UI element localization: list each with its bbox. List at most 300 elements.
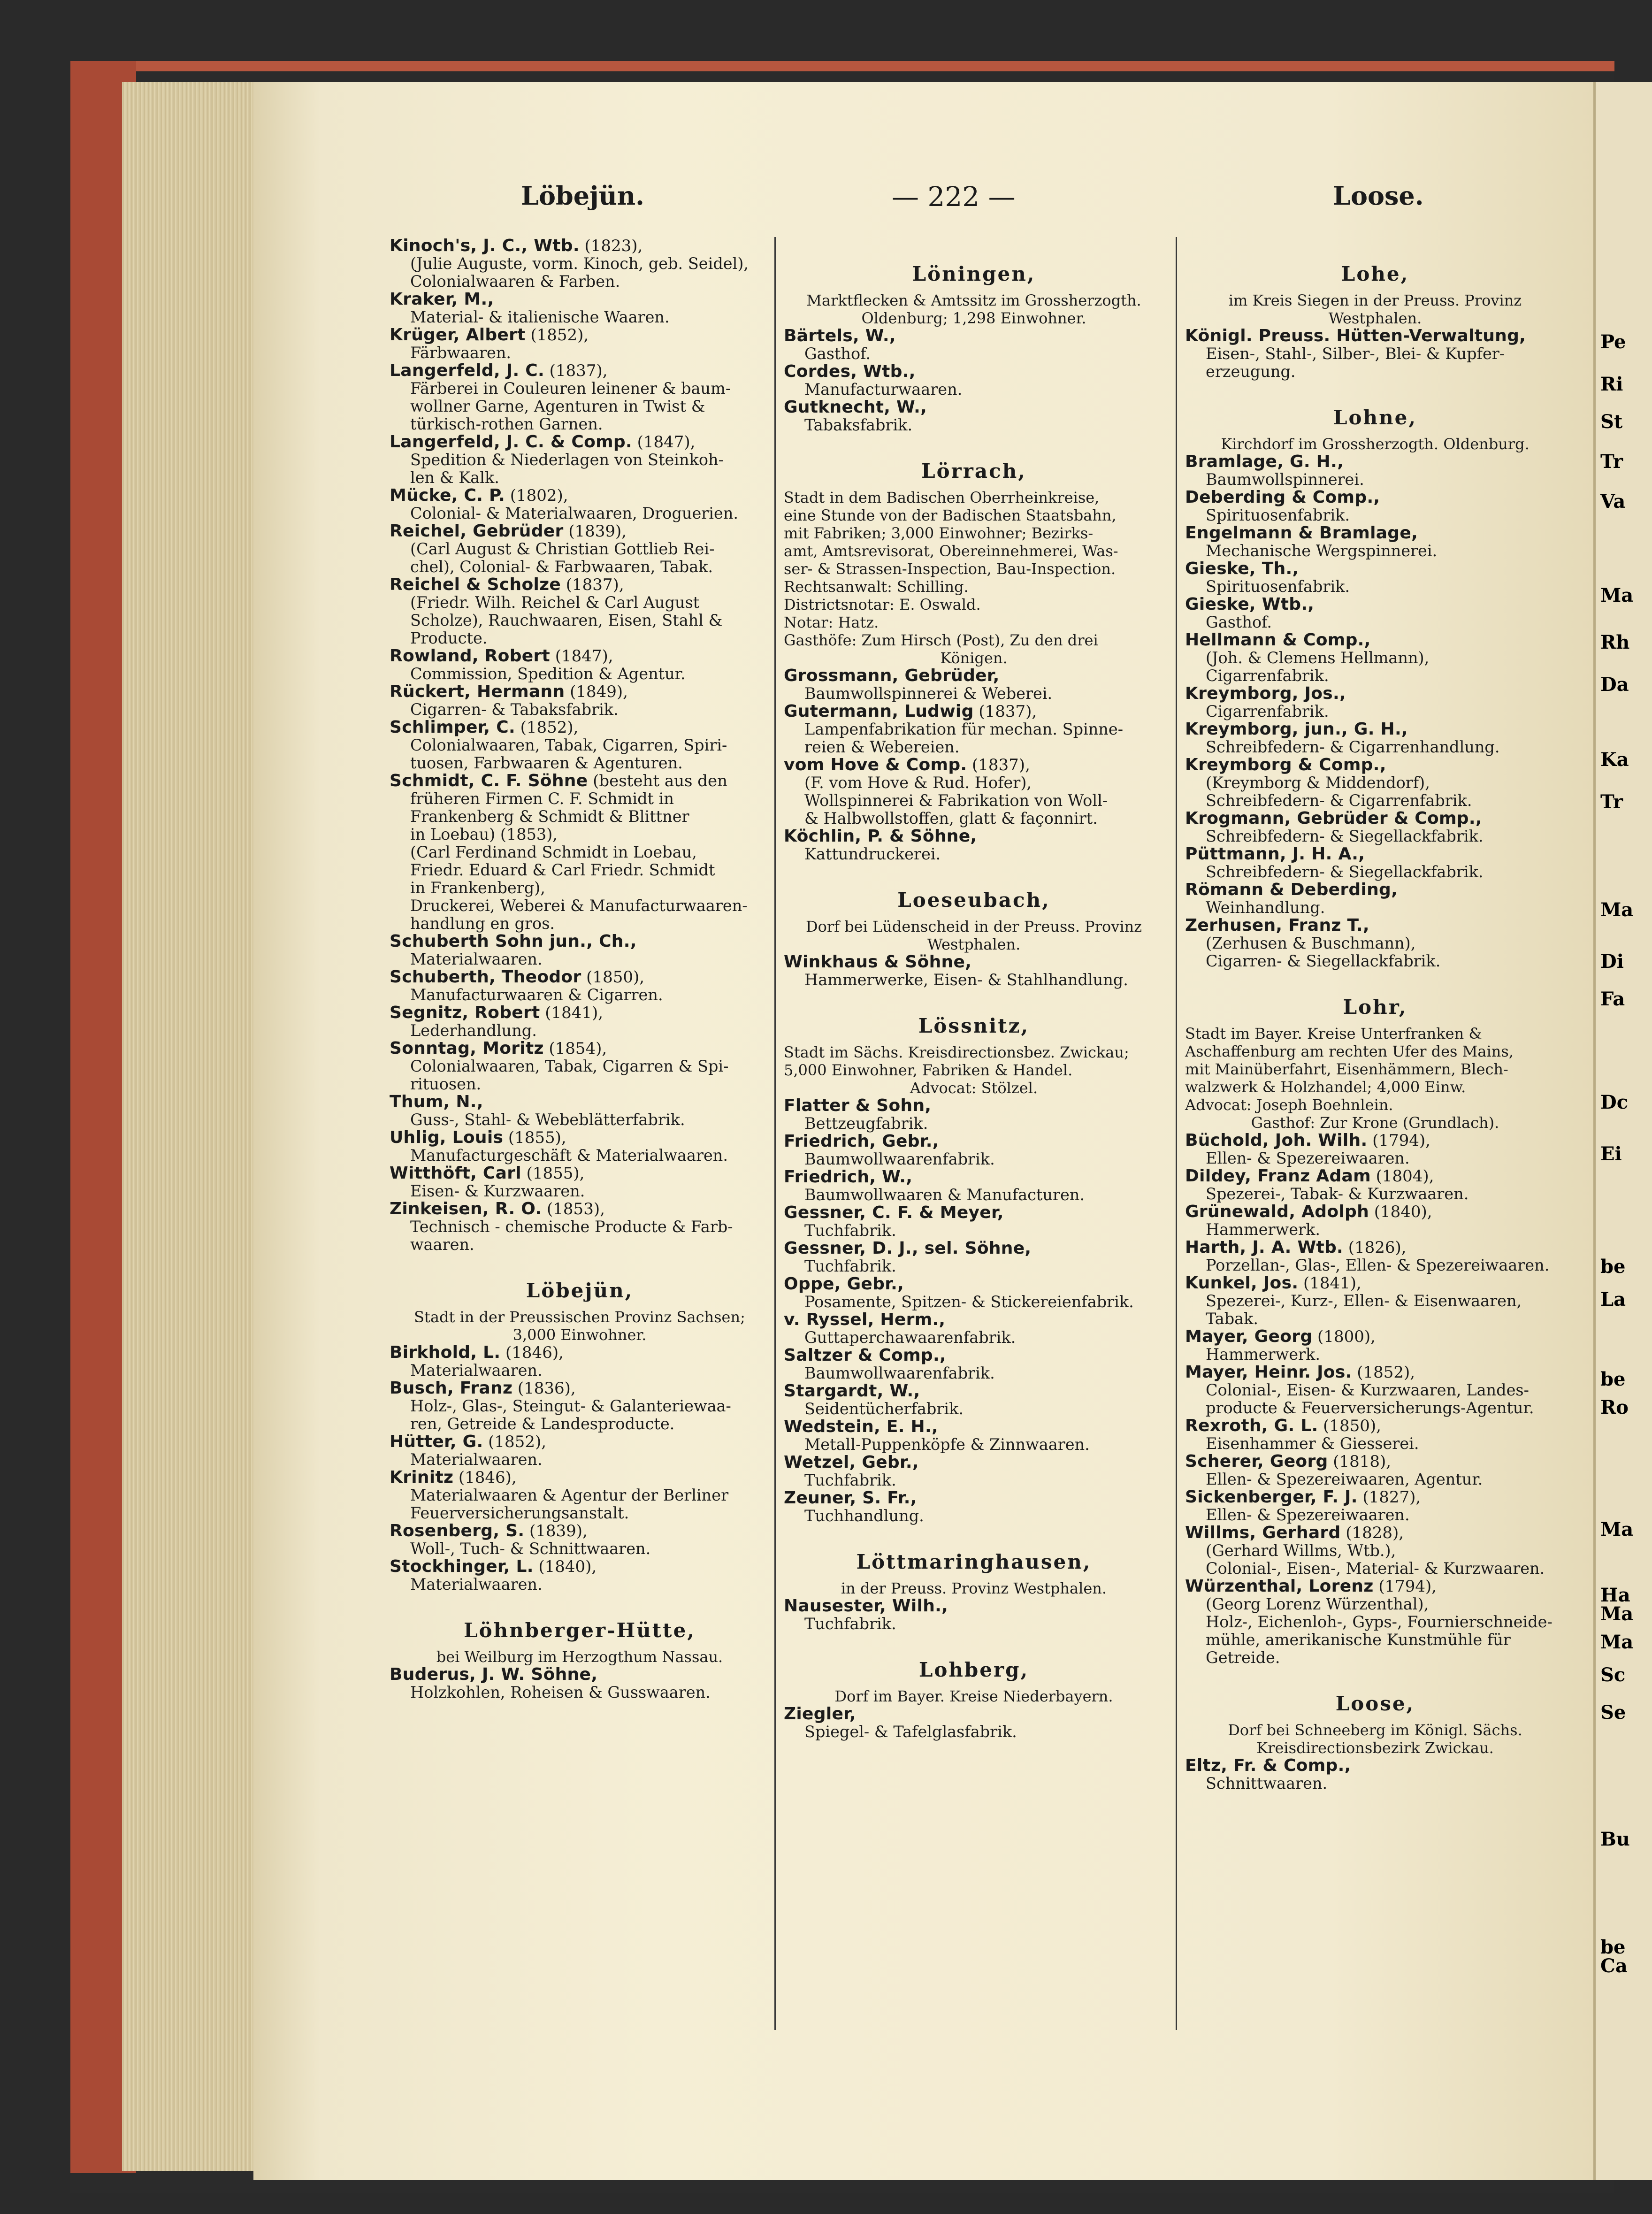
next-page-fragment: be [1600, 1936, 1626, 1958]
directory-entry [784, 1454, 1164, 1489]
firm-name: Stargardt, W., [784, 1381, 920, 1401]
entry-description: Lederhandlung. [410, 1021, 537, 1040]
directory-entry [1185, 453, 1565, 489]
entry-description: türkisch-rothen Garnen. [410, 415, 603, 433]
entry-description: Ellen- & Spezereiwaaren. [1206, 1149, 1410, 1167]
directory-entry [390, 683, 770, 719]
entry-headline [390, 719, 770, 736]
firm-name: Langerfeld, J. C. & Comp. [390, 432, 632, 452]
place-description [784, 1579, 1164, 1597]
directory-entry [390, 772, 770, 933]
firm-name: Sonntag, Moritz [390, 1039, 544, 1058]
firm-year: (1837), [549, 361, 608, 380]
firm-year: (1854), [549, 1039, 607, 1058]
firm-name: Rückert, Hermann [390, 682, 565, 701]
entry-description: Colonial-, Eisen-, Material- & Kurzwaaren. [1206, 1559, 1545, 1578]
entry-headline [390, 326, 770, 344]
directory-entry [784, 1382, 1164, 1418]
entry-description: Colonialwaaren, Tabak, Cigarren & Spi- [410, 1057, 729, 1075]
entry-description: Tabak. [1206, 1310, 1259, 1328]
entry-description: Commission, Spedition & Agentur. [410, 665, 686, 683]
entry-description: Baumwollwaarenfabrik. [804, 1150, 995, 1168]
directory-entry [1185, 1417, 1565, 1453]
place-description [390, 1648, 770, 1666]
firm-name: Schuberth Sohn jun., Ch., [390, 932, 637, 951]
firm-name: Willms, Gerhard [1185, 1523, 1341, 1542]
firm-year: (1850), [586, 968, 645, 987]
firm-name: Langerfeld, J. C. [390, 361, 544, 380]
entry-description: Eisen- & Kurzwaaren. [410, 1182, 585, 1200]
directory-entry [390, 576, 770, 647]
next-page-fragment: Tr [1600, 451, 1623, 473]
entry-headline [1185, 631, 1565, 649]
firm-year: (1855), [526, 1164, 585, 1183]
directory-entry [1185, 631, 1565, 685]
place-description-line: Dorf im Bayer. Kreise Niederbayern. [834, 1687, 1113, 1705]
entry-headline [784, 953, 1164, 971]
firm-name: vom Hove & Comp. [784, 755, 967, 774]
firm-year: (1828), [1346, 1524, 1404, 1542]
firm-year: (1855), [508, 1128, 566, 1147]
entry-headline [1185, 489, 1565, 506]
entry-headline [390, 1004, 770, 1022]
entry-headline [784, 398, 1164, 416]
entry-description: Färberei in Couleuren leinener & baum- [410, 379, 731, 398]
entry-headline [390, 576, 770, 594]
next-page-fragment: Dc [1600, 1091, 1629, 1113]
place-heading: Löbejün, [526, 1279, 634, 1302]
entry-description: Baumwollspinnerei & Weberei. [804, 684, 1053, 703]
firm-name: Gutermann, Ludwig [784, 702, 974, 721]
column-rule [774, 237, 776, 2030]
entry-headline [784, 1454, 1164, 1471]
entry-description: in Frankenberg), [410, 879, 545, 897]
entry-headline [784, 1275, 1164, 1293]
next-page-fragment: Ha [1600, 1584, 1630, 1606]
entry-headline [784, 827, 1164, 845]
directory-entry [1185, 1239, 1565, 1274]
firm-name: Reichel & Scholze [390, 575, 561, 594]
firm-year: (1837), [566, 575, 624, 594]
directory-entry [390, 433, 770, 487]
directory-entry [390, 326, 770, 362]
directory-entry [784, 363, 1164, 398]
firm-name: Deberding & Comp., [1185, 488, 1380, 507]
entry-description: Seidentücherfabrik. [804, 1400, 964, 1418]
entry-description: Wollspinnerei & Fabrikation von Woll- [804, 791, 1108, 810]
entry-description: Schreibfedern- & Cigarrenfabrik. [1206, 791, 1472, 810]
entry-headline [784, 327, 1164, 345]
directory-entry [1185, 560, 1565, 596]
entry-description: tuosen, Farbwaaren & Agenturen. [410, 754, 683, 772]
firm-name: Gieske, Wtb., [1185, 595, 1315, 614]
entry-description: Schreibfedern- & Cigarrenhandlung. [1206, 738, 1500, 756]
entry-description: Materialwaaren. [410, 1575, 543, 1593]
firm-name: Kreymborg & Comp., [1185, 755, 1386, 774]
entry-description: (Carl August & Christian Gottlieb Rei- [410, 540, 715, 558]
entry-headline [1185, 560, 1565, 578]
entry-description: Baumwollwaaren & Manufacturen. [804, 1186, 1085, 1204]
entry-description: Tuchfabrik. [804, 1471, 896, 1489]
entry-headline [390, 1344, 770, 1362]
entry-description: Hammerwerk. [1206, 1220, 1321, 1239]
entry-description: Spezerei-, Kurz-, Ellen- & Eisenwaaren, [1206, 1292, 1522, 1310]
directory-entry [784, 1489, 1164, 1525]
entry-description: wollner Garne, Agenturen in Twist & [410, 397, 705, 415]
entry-headline [1185, 1328, 1565, 1346]
firm-name: Püttmann, J. H. A., [1185, 844, 1365, 864]
next-page-fragment: Sc [1600, 1664, 1626, 1686]
entry-description: (Friedr. Wilh. Reichel & Carl August [410, 593, 700, 612]
entry-description: Colonialwaaren, Tabak, Cigarren, Spiri- [410, 736, 727, 754]
directory-entry [390, 1200, 770, 1254]
entry-description: Holz-, Glas-, Steingut- & Galanteriewaa- [410, 1397, 731, 1415]
entry-description: Tuchfabrik. [804, 1615, 896, 1633]
entry-description: Colonialwaaren & Farben. [410, 272, 620, 291]
entry-description: Mechanische Wergspinnerei. [1206, 542, 1438, 560]
directory-entry [390, 1164, 770, 1200]
place-description-line: Dorf bei Schneeberg im Königl. Sächs. [1228, 1721, 1522, 1739]
directory-entry [1185, 1453, 1565, 1488]
next-page-fragment: be [1600, 1256, 1626, 1278]
firm-name: Birkhold, L. [390, 1343, 501, 1362]
entry-description: Scholze), Rauchwaaren, Eisen, Stahl & [410, 611, 723, 629]
directory-entry [390, 522, 770, 576]
next-page-fragment: St [1600, 411, 1623, 433]
directory-entry [784, 827, 1164, 863]
entry-description: Materialwaaren. [410, 950, 543, 968]
firm-name: Wedstein, E. H., [784, 1417, 938, 1436]
firm-name: Schmidt, C. F. Söhne [390, 771, 588, 790]
directory-entry [1185, 489, 1565, 524]
place-description-line: 5,000 Einwohner, Fabriken & Handel. [784, 1061, 1073, 1079]
entry-headline [390, 1379, 770, 1397]
entry-description: (Gerhard Willms, Wtb.), [1206, 1541, 1396, 1560]
entry-description: Kattundruckerei. [804, 845, 941, 863]
firm-year: (1837), [979, 702, 1037, 721]
column-1 [390, 237, 770, 1701]
directory-entry [390, 1129, 770, 1164]
firm-year: (1839), [529, 1522, 588, 1540]
firm-name: Kinoch's, J. C., Wtb. [390, 236, 580, 255]
firm-year: (1846), [505, 1343, 564, 1362]
place-description-line: in der Preuss. Provinz Westphalen. [841, 1579, 1107, 1597]
place-heading: Lohr, [1343, 996, 1407, 1019]
directory-entry [784, 667, 1164, 703]
place-description [1185, 291, 1565, 327]
entry-description: Feuerversicherungsanstalt. [410, 1504, 629, 1522]
page-number: — 222 — [892, 181, 1016, 213]
entry-description: producte & Feuerversicherungs-Agentur. [1206, 1399, 1534, 1417]
page-edges [122, 82, 263, 2171]
directory-entry [390, 968, 770, 1004]
place-description-line: Kreisdirectionsbezirk Zwickau. [1256, 1739, 1494, 1757]
firm-year: (1852), [520, 718, 579, 737]
entry-headline [390, 1093, 770, 1111]
directory-entry [1185, 685, 1565, 720]
directory-entry [784, 327, 1164, 363]
entry-description: Druckerei, Weberei & Manufacturwaaren- [410, 896, 748, 915]
entry-description: Guttaperchawaarenfabrik. [804, 1328, 1016, 1347]
entry-headline [1185, 881, 1565, 899]
entry-description: Cigarrenfabrik. [1206, 666, 1329, 685]
firm-name: Hütter, G. [390, 1432, 483, 1451]
place-description-line: Oldenburg; 1,298 Einwohner. [861, 309, 1086, 327]
entry-description: Technisch - chemische Producte & Farb- [410, 1218, 733, 1236]
place-description-line: Königen. [940, 649, 1008, 667]
next-page-fragment: Rh [1600, 631, 1630, 653]
entry-headline [784, 667, 1164, 685]
directory-entry [390, 719, 770, 772]
entry-description: Ellen- & Spezereiwaaren. [1206, 1506, 1410, 1524]
entry-headline [390, 1164, 770, 1182]
entry-headline [390, 933, 770, 950]
firm-name: Hellmann & Comp., [1185, 630, 1371, 650]
directory-entry [390, 1040, 770, 1093]
entry-headline [784, 1168, 1164, 1186]
directory-entry [784, 1133, 1164, 1168]
entry-headline [784, 756, 1164, 774]
entry-description: ren, Getreide & Landesproducte. [410, 1415, 675, 1433]
entry-headline [1185, 810, 1565, 827]
place-description-line: mit Fabriken; 3,000 Einwohner; Bezirks- [784, 524, 1094, 542]
next-page-fragment: Fa [1600, 988, 1625, 1010]
firm-name: Kunkel, Jos. [1185, 1273, 1299, 1293]
directory-entry [390, 237, 770, 291]
place-heading: Lörrach, [921, 460, 1026, 483]
directory-entry [390, 487, 770, 522]
place-description [784, 489, 1164, 667]
place-description-line: Kirchdorf im Grossherzogth. Oldenburg. [1221, 435, 1530, 453]
firm-name: Witthöft, Carl [390, 1164, 521, 1183]
firm-name: Segnitz, Robert [390, 1003, 540, 1022]
entry-description: Lampenfabrikation für mechan. Spinne- [804, 720, 1124, 738]
directory-entry [784, 1204, 1164, 1240]
firm-year: (1847), [637, 433, 696, 452]
entry-description: in Loebau) (1853), [410, 825, 558, 843]
entry-description: Manufacturwaaren & Cigarren. [410, 986, 663, 1004]
place-description-line: Notar: Hatz. [784, 613, 879, 631]
entry-description: len & Kalk. [410, 468, 499, 487]
entry-headline [1185, 1488, 1565, 1506]
entry-headline [390, 647, 770, 665]
entry-headline [1185, 1203, 1565, 1221]
firm-year: (1804), [1376, 1167, 1434, 1186]
entry-description: handlung en gros. [410, 914, 555, 933]
place-description [784, 291, 1164, 327]
entry-description: Baumwollspinnerei. [1206, 470, 1364, 489]
entry-description: reien & Webereien. [804, 738, 960, 756]
entry-headline [784, 363, 1164, 381]
entry-headline [1185, 845, 1565, 863]
directory-entry [390, 362, 770, 433]
entry-headline [1185, 1453, 1565, 1471]
entry-description: früheren Firmen C. F. Schmidt in [410, 789, 674, 808]
entry-description: chel), Colonial- & Farbwaaren, Tabak. [410, 558, 713, 576]
firm-name: Saltzer & Comp., [784, 1346, 946, 1365]
entry-description: Ellen- & Spezereiwaaren, Agentur. [1206, 1470, 1483, 1488]
entry-headline [784, 1347, 1164, 1364]
entry-description: Gasthof. [804, 345, 871, 363]
entry-headline [1185, 1417, 1565, 1435]
next-page-fragment: Ma [1600, 899, 1634, 921]
firm-year: (1839), [568, 522, 627, 541]
place-heading: Loeseubach, [897, 889, 1050, 912]
entry-headline [390, 683, 770, 701]
directory-entry [1185, 1757, 1565, 1793]
place-description-line: Stadt in der Preussischen Provinz Sachsen; [414, 1308, 745, 1326]
entry-description: Cigarrenfabrik. [1206, 702, 1329, 720]
firm-name: Mayer, Georg [1185, 1327, 1313, 1346]
entry-headline [390, 1558, 770, 1576]
directory-entry [1185, 1203, 1565, 1239]
firm-name: Gutknecht, W., [784, 398, 927, 417]
directory-entry [1185, 917, 1565, 970]
directory-entry [1185, 1578, 1565, 1667]
entry-headline [390, 1200, 770, 1218]
place-heading: Löhnberger-Hütte, [464, 1619, 696, 1642]
entry-description: mühle, amerikanische Kunstmühle für [1206, 1631, 1511, 1649]
place-description [1185, 1721, 1565, 1757]
directory-entry [784, 1240, 1164, 1275]
place-description-line: Rechtsanwalt: Schilling. [784, 578, 969, 596]
directory-entry [1185, 1274, 1565, 1328]
next-page-fragment: Ma [1600, 1603, 1634, 1625]
entry-description: (Kreymborg & Middendorf), [1206, 774, 1430, 792]
entry-description: Bettzeugfabrik. [804, 1114, 928, 1133]
entry-description: Getreide. [1206, 1648, 1280, 1667]
next-page-fragment: Di [1600, 950, 1624, 973]
entry-headline [390, 487, 770, 505]
place-heading: Lössnitz, [918, 1014, 1030, 1037]
entry-description: Baumwollwaarenfabrik. [804, 1364, 995, 1382]
directory-entry [390, 1344, 770, 1379]
firm-name: Krüger, Albert [390, 325, 526, 345]
firm-name: Krinitz [390, 1468, 454, 1487]
place-description-line: amt, Amtsrevisorat, Obereinnehmerei, Was- [784, 542, 1118, 560]
firm-year: (1794), [1372, 1131, 1430, 1150]
firm-name: Zeuner, S. Fr., [784, 1488, 917, 1508]
entry-headline [1185, 1757, 1565, 1775]
entry-headline [784, 1418, 1164, 1436]
firm-name: Zerhusen, Franz T., [1185, 916, 1369, 935]
place-heading: Lohe, [1341, 262, 1409, 285]
firm-year: (1800), [1317, 1327, 1376, 1346]
entry-headline [784, 1597, 1164, 1615]
firm-name: Eltz, Fr. & Comp., [1185, 1756, 1351, 1775]
firm-name: Schlimper, C. [390, 718, 515, 737]
place-description-line: Stadt im Sächs. Kreisdirectionsbez. Zwickau; [784, 1043, 1129, 1061]
firm-name: Rexroth, G. L. [1185, 1416, 1318, 1435]
entry-description: Eisenhammer & Giesserei. [1206, 1434, 1419, 1453]
firm-year: (1802), [510, 486, 568, 505]
firm-name: Engelmann & Bramlage, [1185, 523, 1418, 543]
entry-headline [1185, 756, 1565, 774]
entry-description: Hammerwerke, Eisen- & Stahlhandlung. [804, 971, 1128, 989]
firm-name: Kraker, M., [390, 290, 494, 309]
directory-entry [1185, 1167, 1565, 1203]
firm-name: Friedrich, Gebr., [784, 1132, 939, 1151]
entry-description: Friedr. Eduard & Carl Friedr. Schmidt [410, 861, 715, 879]
right-running-header: Loose. [1333, 181, 1424, 211]
place-description-line: Westphalen. [1328, 309, 1422, 327]
entry-description: Cigarren- & Tabaksfabrik. [410, 700, 619, 719]
directory-entry [1185, 845, 1565, 881]
place-description [390, 1308, 770, 1344]
entry-headline [390, 1129, 770, 1147]
directory-entry [784, 1705, 1164, 1741]
firm-name: Gessner, D. J., sel. Söhne, [784, 1239, 1032, 1258]
firm-name: Dildey, Franz Adam [1185, 1166, 1371, 1186]
directory-entry [390, 291, 770, 326]
entry-description: & Halbwollstoffen, glatt & façonnirt. [804, 809, 1098, 827]
place-description-line: ser- & Strassen-Inspection, Bau-Inspection. [784, 560, 1116, 578]
firm-name: Schuberth, Theodor [390, 967, 581, 987]
next-page-fragment: be [1600, 1368, 1626, 1390]
place-description-line: Gasthöfe: Zum Hirsch (Post), Zu den drei [784, 631, 1098, 649]
entry-headline [784, 1133, 1164, 1150]
entry-description: Guss-, Stahl- & Webeblätterfabrik. [410, 1111, 685, 1129]
entry-description: Tabaksfabrik. [804, 416, 913, 434]
directory-entry [784, 1347, 1164, 1382]
next-page-fragment: Da [1600, 674, 1629, 696]
firm-name: Gessner, C. F. & Meyer, [784, 1203, 1004, 1222]
firm-name: Buderus, J. W. Söhne, [390, 1665, 598, 1684]
entry-description: Spiegel- & Tafelglasfabrik. [804, 1723, 1017, 1741]
entry-headline [390, 1469, 770, 1486]
entry-description: Holz-, Eichenloh-, Gyps-, Fournierschneide- [1206, 1613, 1553, 1631]
entry-headline [784, 1097, 1164, 1115]
firm-name: Mayer, Heinr. Jos. [1185, 1363, 1352, 1382]
place-description [784, 918, 1164, 953]
entry-description: (Carl Ferdinand Schmidt in Loebau, [410, 843, 697, 861]
column-3 [1185, 237, 1565, 1793]
firm-name: Mücke, C. P. [390, 486, 505, 505]
next-page-fragment: Se [1600, 1701, 1626, 1724]
firm-name: Köchlin, P. & Söhne, [784, 827, 977, 846]
entry-headline [390, 237, 770, 255]
directory-entry [390, 1379, 770, 1433]
directory-entry [784, 1418, 1164, 1454]
directory-entry [390, 1522, 770, 1558]
entry-headline [1185, 453, 1565, 471]
firm-name: Busch, Franz [390, 1379, 513, 1398]
place-description-line: Stadt in dem Badischen Oberrheinkreise, [784, 489, 1100, 506]
place-description-line: mit Mainüberfahrt, Eisenhämmern, Blech- [1185, 1060, 1508, 1078]
entry-description: Producte. [410, 629, 488, 647]
firm-name: Zinkeisen, R. O. [390, 1199, 542, 1218]
entry-description: rituosen. [410, 1075, 482, 1093]
next-page-fragment: Ka [1600, 749, 1629, 771]
firm-name: Bärtels, W., [784, 326, 896, 345]
directory-entry [784, 1168, 1164, 1204]
firm-name: Cordes, Wtb., [784, 362, 916, 381]
column-2 [784, 237, 1164, 1741]
firm-year: (1852), [1357, 1363, 1415, 1382]
entry-headline [784, 1311, 1164, 1329]
firm-name: Rowland, Robert [390, 646, 551, 666]
next-page-edge [1593, 82, 1652, 2180]
entry-headline [784, 1204, 1164, 1222]
entry-headline [1185, 917, 1565, 935]
place-description-line: Marktflecken & Amtssitz im Grossherzogth. [806, 291, 1141, 309]
entry-description: Posamente, Spitzen- & Stickereienfabrik. [804, 1293, 1134, 1311]
place-description-line: bei Weilburg im Herzogthum Nassau. [436, 1648, 723, 1666]
firm-year: (1836), [517, 1379, 576, 1398]
firm-name: Stockhinger, L. [390, 1557, 534, 1576]
place-heading: Löttmaringhausen, [856, 1550, 1092, 1573]
directory-entry [1185, 1328, 1565, 1364]
